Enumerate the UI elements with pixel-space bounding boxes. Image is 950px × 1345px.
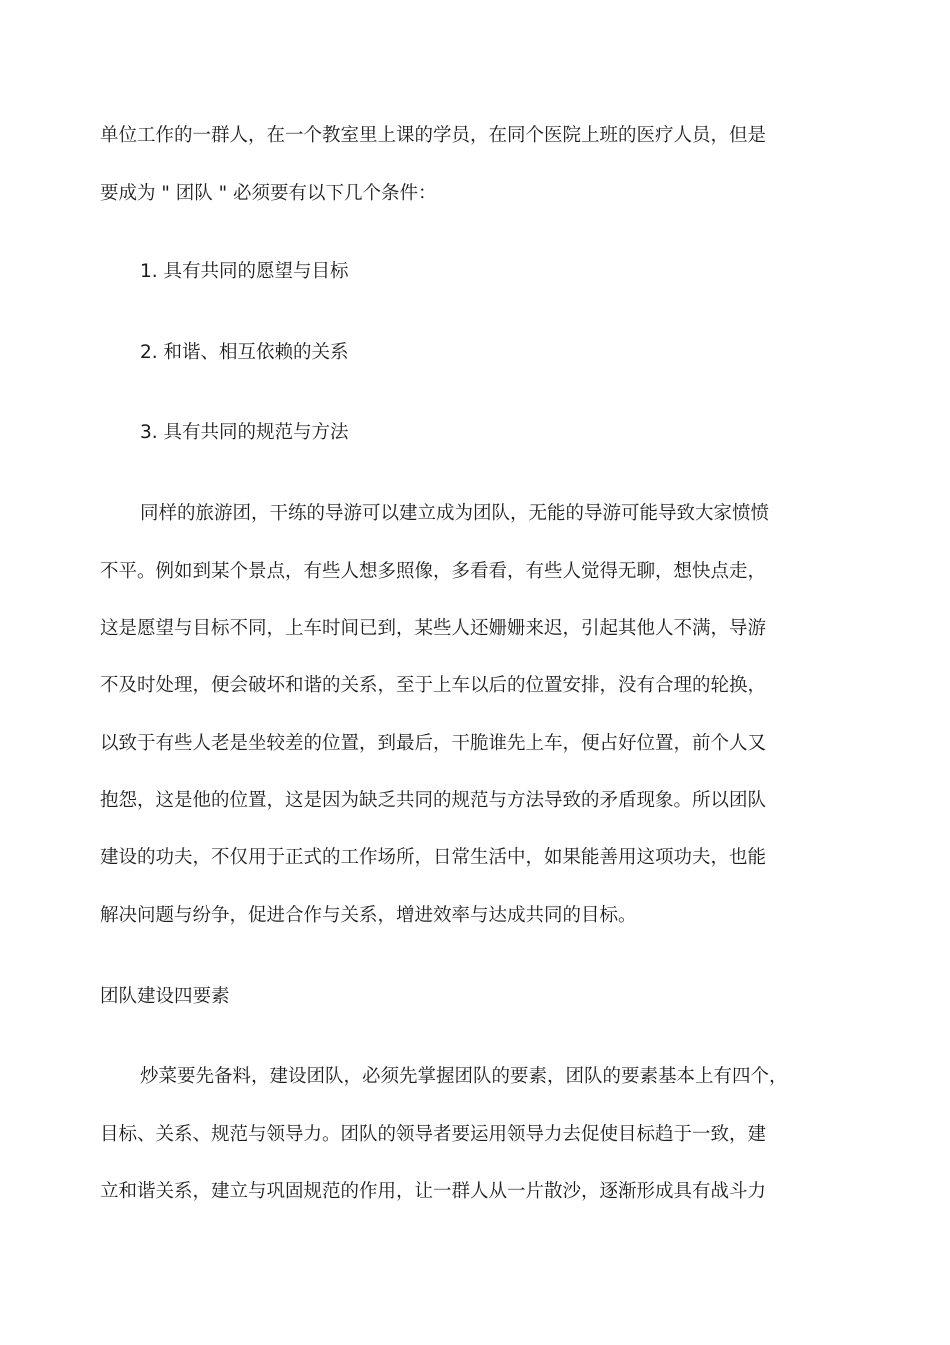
paragraph-3-line-1: 炒菜要先备料，建设团队，必须先掌握团队的要素，团队的要素基本上有四个，: [140, 1066, 788, 1087]
paragraph-2-line-1: 同样的旅游团，干练的导游可以建立成为团队，无能的导游可能导致大家愤愤: [140, 503, 770, 524]
section-heading: 团队建设四要素: [100, 986, 230, 1007]
list-item-1: 1. 具有共同的愿望与目标: [140, 261, 349, 282]
paragraph-2-line-7: 建设的功夫，不仅用于正式的工作场所，日常生活中，如果能善用这项功夫，也能: [100, 847, 767, 868]
paragraph-3-line-2: 目标、关系、规范与领导力。团队的领导者要运用领导力去促使目标趋于一致，建: [100, 1124, 767, 1145]
paragraph-3-line-3: 立和谐关系，建立与巩固规范的作用，让一群人从一片散沙，逐渐形成具有战斗力: [100, 1181, 767, 1202]
paragraph-2-line-3: 这是愿望与目标不同，上车时间已到，某些人还姗姗来迟，引起其他人不满，导游: [100, 618, 767, 639]
paragraph-1-line-1: 单位工作的一群人，在一个教室里上课的学员，在同个医院上班的医疗人员，但是: [100, 125, 767, 146]
list-item-3: 3. 具有共同的规范与方法: [140, 422, 349, 443]
paragraph-2-line-5: 以致于有些人老是坐较差的位置，到最后，干脆谁先上车，便占好位置，前个人又: [100, 733, 767, 754]
paragraph-2-line-8: 解决问题与纷争，促进合作与关系，增进效率与达成共同的目标。: [100, 905, 637, 926]
paragraph-2-line-6: 抱怨，这是他的位置，这是因为缺乏共同的规范与方法导致的矛盾现象。所以团队: [100, 790, 767, 811]
paragraph-1-line-2: 要成为 " 团队 " 必须要有以下几个条件：: [100, 183, 437, 204]
paragraph-2-line-4: 不及时处理，便会破坏和谐的关系，至于上车以后的位置安排，没有合理的轮换，: [100, 675, 767, 696]
paragraph-2-line-2: 不平。例如到某个景点，有些人想多照像，多看看，有些人觉得无聊，想快点走，: [100, 561, 767, 582]
list-item-2: 2. 和谐、相互依赖的关系: [140, 342, 349, 363]
